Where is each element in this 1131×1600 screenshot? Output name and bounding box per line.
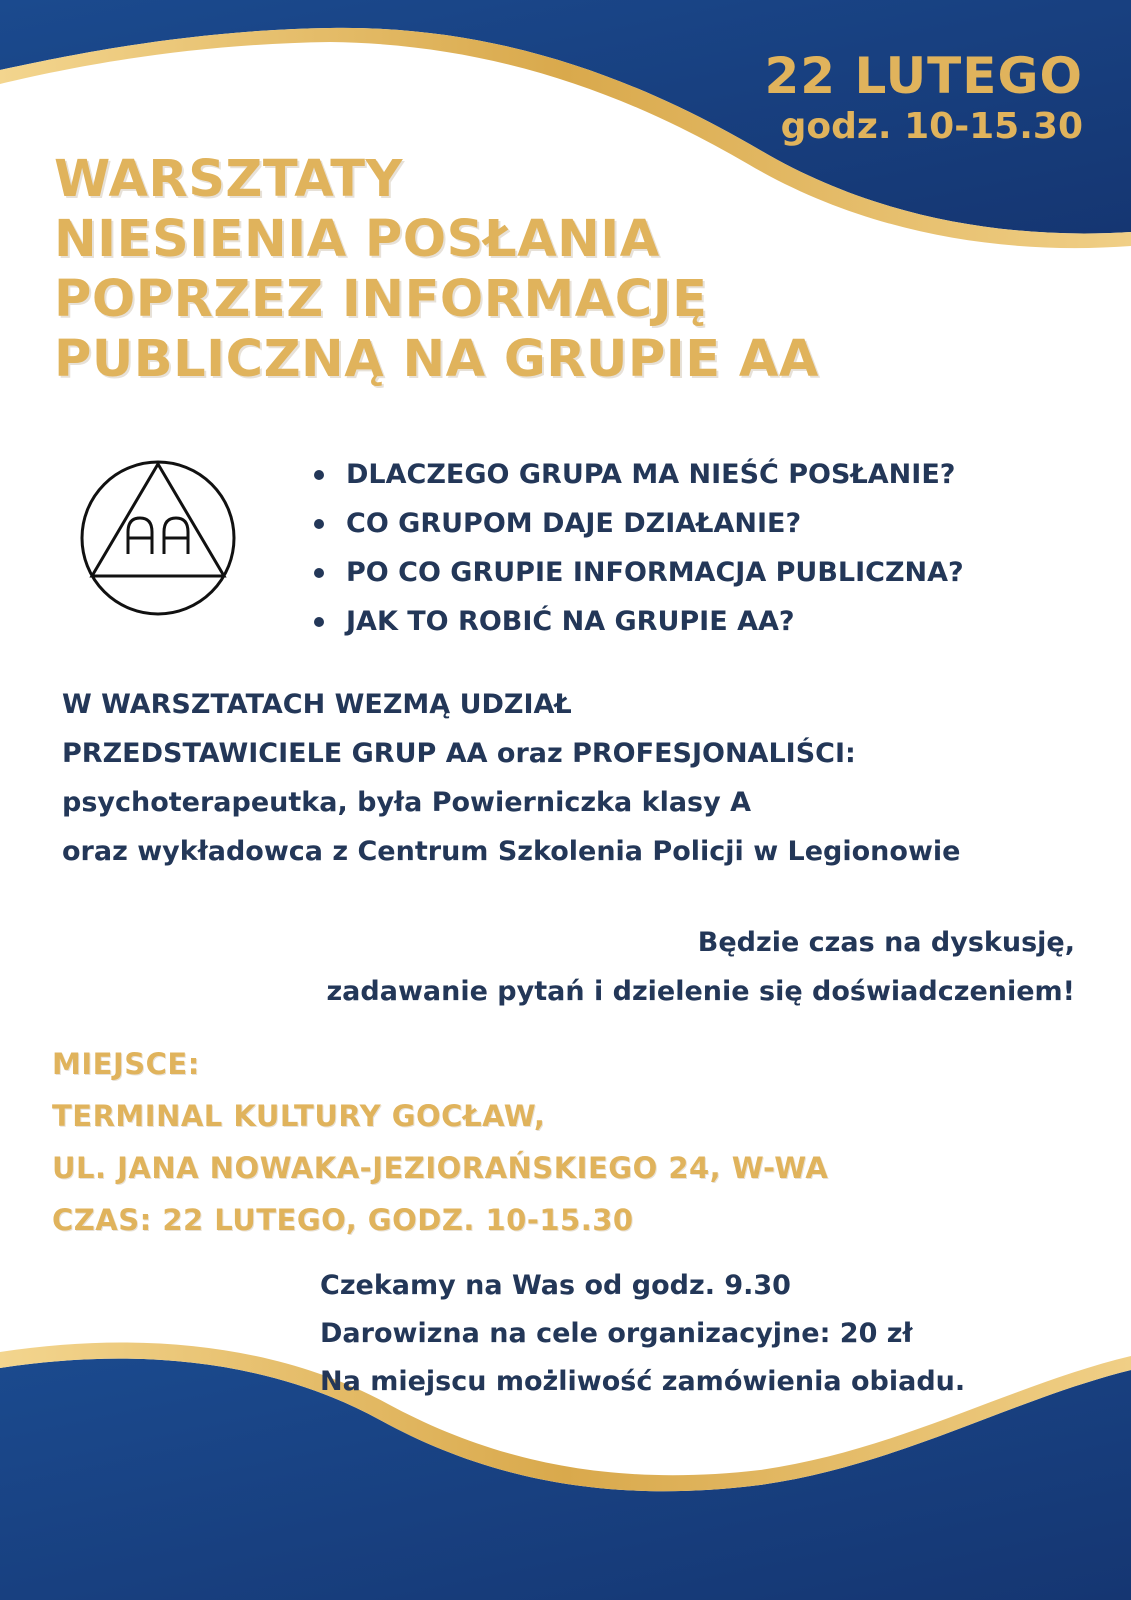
title-line: PUBLICZNĄ NA GRUPIE AA (54, 330, 819, 389)
event-time: godz. 10-15.30 (780, 106, 1083, 147)
question-text: CO GRUPOM DAJE DZIAŁANIE? (346, 508, 802, 539)
discussion-line: zadawanie pytań i dzielenie się doświadczeniem! (326, 976, 1075, 1007)
place-line: UL. JANA NOWAKA-JEZIORAŃSKIEGO 24, W-WA (52, 1151, 829, 1185)
place-line: MIEJSCE: (52, 1047, 200, 1081)
participants-line: oraz wykładowca z Centrum Szkolenia Policji w Legionowie (62, 836, 961, 867)
bullet-dot-icon (314, 519, 324, 529)
question-text: JAK TO ROBIĆ NA GRUPIE AA? (346, 606, 795, 637)
question-text: DLACZEGO GRUPA MA NIEŚĆ POSŁANIE? (346, 459, 956, 490)
questions-list (312, 450, 964, 646)
list-item (312, 597, 964, 646)
participants-line: psychoterapeutka, była Powierniczka klasy A (62, 787, 752, 818)
discussion-note (326, 918, 1075, 1016)
info-line: Darowizna na cele organizacyjne: 20 zł (320, 1318, 913, 1349)
question-text: PO CO GRUPIE INFORMACJA PUBLICZNA? (346, 557, 964, 588)
place-line: CZAS: 22 LUTEGO, GODZ. 10-15.30 (52, 1203, 634, 1237)
aa-circle-triangle-icon (78, 458, 238, 618)
place-line: TERMINAL KULTURY GOCŁAW, (52, 1099, 546, 1133)
event-date: 22 LUTEGO (764, 47, 1083, 105)
discussion-line: Będzie czas na dyskusję, (697, 927, 1075, 958)
page-title (54, 150, 1094, 390)
list-item (312, 548, 964, 597)
title-line: WARSZTATY (54, 150, 403, 209)
bullet-dot-icon (314, 568, 324, 578)
list-item (312, 450, 964, 499)
info-section (320, 1262, 965, 1406)
participants-line: PRZEDSTAWICIELE GRUP AA oraz PROFESJONALIŚCI: (62, 738, 856, 769)
bullet-dot-icon (314, 470, 324, 480)
bullet-dot-icon (314, 617, 324, 627)
participants-line: W WARSZTATACH WEZMĄ UDZIAŁ (62, 689, 572, 720)
info-line: Czekamy na Was od godz. 9.30 (320, 1270, 791, 1301)
place-section (52, 1038, 828, 1246)
list-item (312, 499, 964, 548)
title-line: NIESIENIA POSŁANIA (54, 210, 660, 269)
participants-section (62, 680, 960, 876)
logo-text: AA (158, 607, 161, 609)
info-line: Na miejscu możliwość zamówienia obiadu. (320, 1366, 966, 1397)
title-line: POPRZEZ INFORMACJĘ (54, 270, 708, 329)
